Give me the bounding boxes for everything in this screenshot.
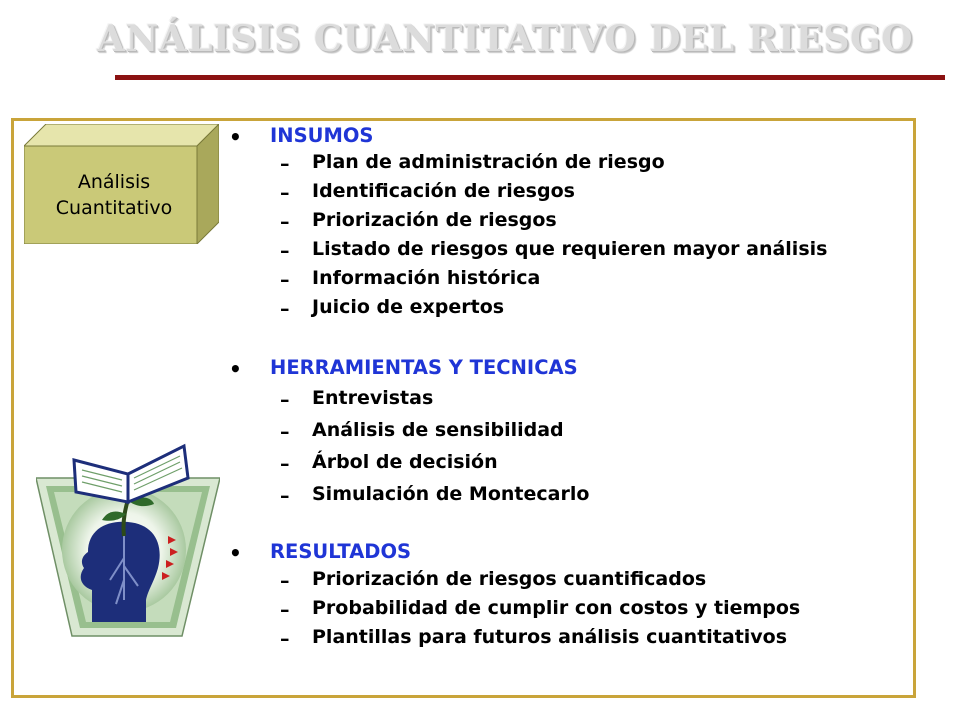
list-dash: – bbox=[280, 599, 290, 621]
book-growing-from-head-illustration bbox=[36, 440, 220, 640]
section-heading-resultados: RESULTADOS bbox=[270, 540, 412, 563]
list-item: Entrevistas bbox=[312, 387, 434, 409]
section-bullet: • bbox=[229, 541, 242, 565]
list-dash: – bbox=[280, 570, 290, 592]
title-underline bbox=[115, 75, 945, 80]
list-dash: – bbox=[280, 389, 290, 411]
list-item: Juicio de expertos bbox=[312, 296, 505, 318]
list-dash: – bbox=[280, 628, 290, 650]
list-item: Priorización de riesgos bbox=[312, 209, 557, 231]
list-dash: – bbox=[280, 240, 290, 262]
list-item: Probabilidad de cumplir con costos y tiempos bbox=[312, 597, 801, 619]
list-item: Priorización de riesgos cuantificados bbox=[312, 568, 707, 590]
list-dash: – bbox=[280, 211, 290, 233]
list-item: Identificación de riesgos bbox=[312, 180, 575, 202]
list-dash: – bbox=[280, 298, 290, 320]
box-label bbox=[24, 146, 204, 244]
book-head-icon bbox=[36, 440, 220, 640]
list-item: Información histórica bbox=[312, 267, 541, 289]
slide-title: ANÁLISIS CUANTITATIVO DEL RIESGO bbox=[96, 18, 914, 60]
list-dash: – bbox=[280, 153, 290, 175]
section-heading-insumos: INSUMOS bbox=[270, 124, 374, 147]
section-bullet: • bbox=[229, 357, 242, 381]
list-item: Árbol de decisión bbox=[312, 451, 498, 473]
list-item: Análisis de sensibilidad bbox=[312, 419, 564, 441]
list-item: Plan de administración de riesgo bbox=[312, 151, 665, 173]
box-label-line2: Cuantitativo bbox=[55, 197, 173, 219]
list-item: Plantillas para futuros análisis cuantitativos bbox=[312, 626, 788, 648]
list-item: Listado de riesgos que requieren mayor análisis bbox=[312, 238, 828, 260]
list-item: Simulación de Montecarlo bbox=[312, 483, 590, 505]
list-dash: – bbox=[280, 269, 290, 291]
analysis-box bbox=[24, 124, 219, 244]
section-heading-herramientas: HERRAMIENTAS Y TECNICAS bbox=[270, 356, 578, 379]
list-dash: – bbox=[280, 182, 290, 204]
list-dash: – bbox=[280, 453, 290, 475]
section-bullet: • bbox=[229, 125, 242, 149]
list-dash: – bbox=[280, 421, 290, 443]
list-dash: – bbox=[280, 485, 290, 507]
box-label-line1: Análisis bbox=[77, 171, 151, 193]
